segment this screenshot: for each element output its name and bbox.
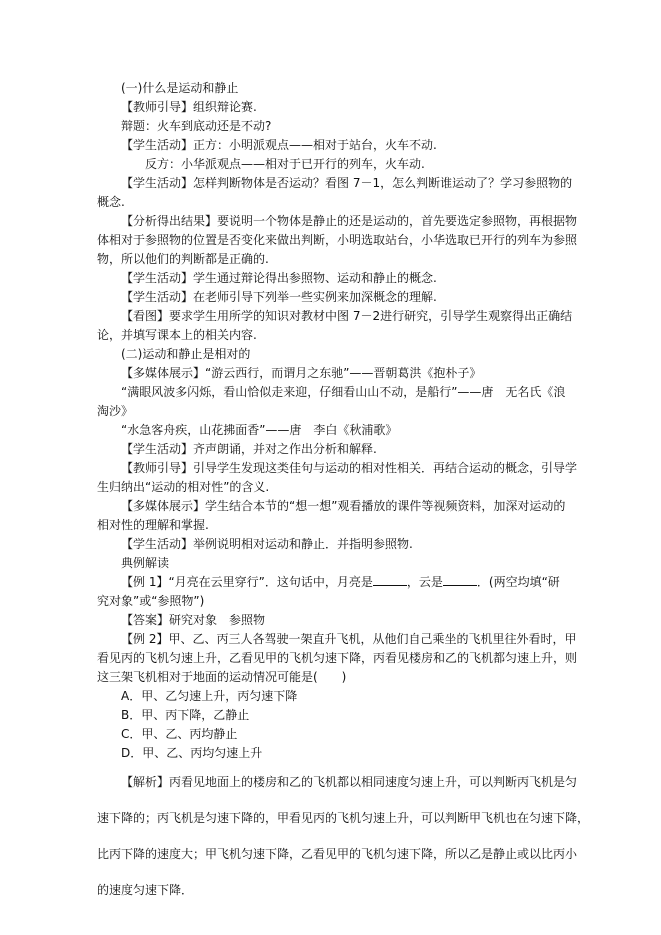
analysis-line: 【解析】丙看见地面上的楼房和乙的飞机都以相同速度匀速上升，可以判断丙飞机是匀: [121, 775, 578, 789]
student-con: 反方：小华派观点——相对于已开行的列车，火车动.: [145, 157, 425, 171]
section-heading-2: (二)运动和静止是相对的: [121, 347, 251, 361]
example-2-line: 看见丙的飞机匀速上升，乙看见甲的飞机匀速下降，丙看见楼房和乙的飞机都匀速上升，则: [97, 651, 578, 665]
analysis-result-line: 【分析得出结果】要说明一个物体是静止的还是运动的，首先要选定参照物，再根据物: [121, 214, 578, 228]
example-2-line: 这三架飞机相对于地面的运动情况可能是( ): [97, 670, 347, 684]
student-activity-line: 【学生活动】怎样判断物体是否运动？看图 7－1，怎么判断谁运动了？学习参照物的: [121, 176, 573, 190]
option-c: C．甲、乙、丙均静止: [121, 727, 238, 741]
see-figure-line: 【看图】要求学生用所学的知识对教材中图 7－2进行研究，引导学生观察得出正确结: [121, 309, 573, 323]
analysis-line: 比丙下降的速度大；甲飞机匀速下降，乙看见甲的飞机匀速下降，所以乙是静止或以比丙小: [97, 847, 578, 861]
analysis-line: 速下降的；丙飞机是匀速下降的，甲看见丙的飞机匀速上升，可以判断甲飞机也在匀速下降，: [97, 811, 590, 825]
section-heading-1: (一)什么是运动和静止: [121, 81, 239, 95]
poem-line: “满眼风波多闪烁，看山恰似走来迎，仔细看山山不动，是船行”——唐 无名氏《浪: [121, 385, 566, 399]
analysis-result-line: 体相对于参照物的位置是否变化来做出判断，小明选取站台，小华选取已开行的列车为参照: [97, 233, 578, 247]
example-1-text: ．(两空均填“研: [476, 575, 560, 589]
example-1-answer: 【答案】研究对象 参照物: [121, 613, 266, 627]
option-a: A．甲、乙匀速上升，丙匀速下降: [121, 689, 298, 703]
debate-topic: 辩题：火车到底动还是不动?: [121, 119, 272, 133]
poem-line: 淘沙》: [97, 404, 134, 418]
answer-blank: [443, 574, 477, 586]
multimedia-line: 相对性的理解和掌握.: [97, 518, 209, 532]
option-d: D．甲、乙、丙均匀速上升: [121, 746, 263, 760]
teacher-guide-line: 【教师引导】引导学生发现这类佳句与运动的相对性相关．再结合运动的概念，引导学: [121, 461, 578, 475]
teacher-guide: 【教师引导】组织辩论赛.: [121, 100, 257, 114]
student-activity-line: 【学生活动】举例说明相对运动和静止．并指明参照物.: [121, 537, 413, 551]
example-1-text: ，云是: [406, 575, 443, 589]
multimedia-line: 【多媒体展示】“游云西行，而谓月之东驰”——晋朝葛洪《抱朴子》: [121, 366, 482, 380]
example-1-question-cont: 究对象”或“参照物”): [97, 594, 205, 608]
student-activity-line: 【学生活动】学生通过辩论得出参照物、运动和静止的概念.: [121, 271, 437, 285]
student-activity-line: 【学生活动】在老师引导下列举一些实例来加深概念的理解.: [121, 290, 437, 304]
option-b: B．甲、丙下降，乙静止: [121, 708, 250, 722]
student-activity-line: 【学生活动】齐声朗诵，并对之作出分析和解释.: [121, 442, 377, 456]
analysis-result-line: 物，所以他们的判断都是正确的.: [97, 252, 269, 266]
analysis-line: 的速度匀速下降．: [97, 883, 194, 897]
see-figure-line: 论，并填写课本上的相关内容.: [97, 328, 257, 342]
answer-blank: [373, 574, 407, 586]
example-1-text: 【例 1】“月亮在云里穿行”．这句话中，月亮是: [121, 575, 373, 589]
multimedia-line: 【多媒体展示】学生结合本节的“想一想”观看播放的课件等视频资料，加深对运动的: [121, 499, 566, 513]
example-1-question: [121, 574, 560, 590]
example-2-line: 【例 2】甲、乙、丙三人各驾驶一架直升飞机，从他们自己乘坐的飞机里往外看时，甲: [121, 632, 577, 646]
examples-heading: 典例解读: [121, 556, 170, 570]
student-activity-line: 概念.: [97, 195, 125, 209]
student-pro: 【学生活动】正方：小明派观点——相对于站台，火车不动.: [121, 138, 437, 152]
teacher-guide-line: 生归纳出“运动的相对性”的含义.: [97, 480, 270, 494]
poem-line: “水急客舟疾，山花拂面香”——唐 李白《秋浦歌》: [121, 423, 398, 437]
